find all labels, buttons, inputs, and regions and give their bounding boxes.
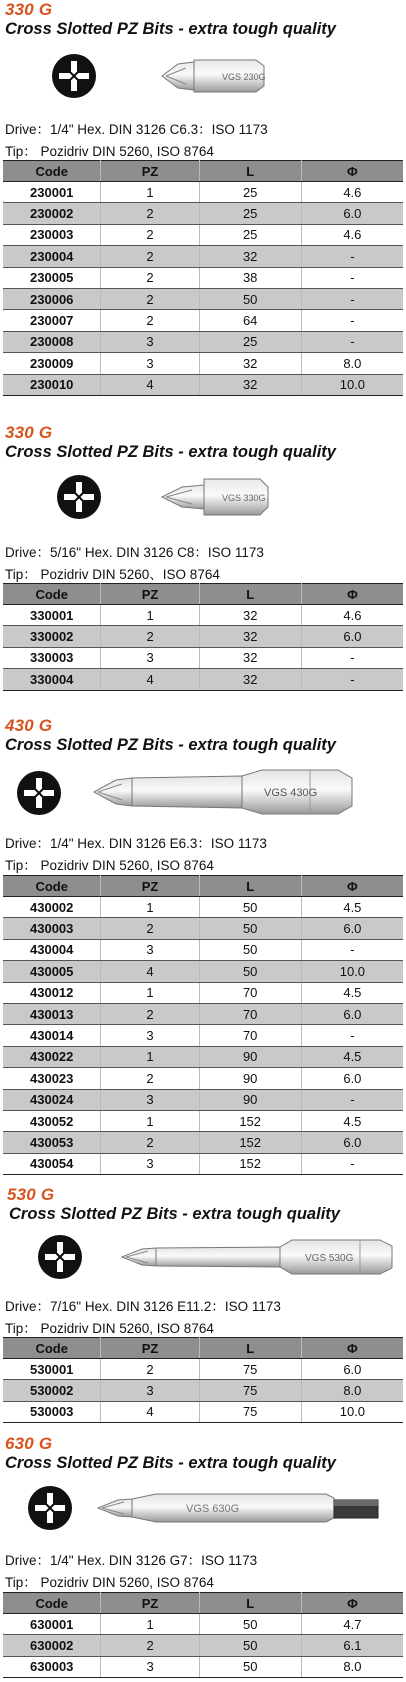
cell-length: 32	[199, 669, 301, 690]
cell-diameter: 6.0	[301, 1003, 403, 1024]
cell-pz: 2	[101, 310, 199, 331]
header-code: Code	[3, 1593, 101, 1614]
cell-length: 50	[199, 961, 301, 982]
cell-length: 32	[199, 353, 301, 374]
cell-code: 230006	[3, 288, 101, 309]
table-row	[3, 918, 403, 939]
cell-length: 32	[199, 626, 301, 647]
screwdriver-bit-illustration	[92, 766, 364, 818]
header-diameter: Φ	[301, 161, 403, 182]
cell-length: 75	[199, 1380, 301, 1401]
table-header-row	[3, 1338, 403, 1359]
cell-length: 64	[199, 310, 301, 331]
cell-diameter: 4.5	[301, 1046, 403, 1067]
header-pz: PZ	[101, 1338, 199, 1359]
tip-spec: Tip： Pozidriv DIN 5260, ISO 8764	[5, 1575, 214, 1590]
table-row	[3, 1153, 403, 1174]
series-label: 330 G	[5, 423, 53, 442]
cell-diameter: -	[301, 647, 403, 668]
section-title: Cross Slotted PZ Bits - extra tough quality	[5, 736, 336, 754]
cell-code: 430053	[3, 1132, 101, 1153]
cell-pz: 1	[101, 1110, 199, 1131]
cell-code: 330003	[3, 647, 101, 668]
cell-diameter: -	[301, 310, 403, 331]
drive-spec: Drive：5/16" Hex. DIN 3126 C8：ISO 1173	[5, 545, 264, 560]
cell-code: 430052	[3, 1110, 101, 1131]
cell-diameter: -	[301, 1153, 403, 1174]
cell-diameter: -	[301, 331, 403, 352]
cell-diameter: -	[301, 939, 403, 960]
cell-code: 230003	[3, 224, 101, 245]
cell-diameter: 10.0	[301, 374, 403, 395]
cell-length: 32	[199, 647, 301, 668]
cell-diameter: 4.6	[301, 605, 403, 626]
drive-spec: Drive：1/4" Hex. DIN 3126 C6.3：ISO 1173	[5, 122, 268, 137]
cell-diameter: 4.7	[301, 1614, 403, 1635]
cell-diameter: 6.0	[301, 1068, 403, 1089]
table-row	[3, 1380, 403, 1401]
cell-pz: 2	[101, 1359, 199, 1380]
table-row	[3, 982, 403, 1003]
cell-code: 530002	[3, 1380, 101, 1401]
cell-code: 430022	[3, 1046, 101, 1067]
cell-diameter: 8.0	[301, 353, 403, 374]
table-row	[3, 626, 403, 647]
tip-spec: Tip： Pozidriv DIN 5260、ISO 8764	[5, 567, 220, 582]
cell-pz: 2	[101, 224, 199, 245]
cell-code: 330001	[3, 605, 101, 626]
cell-length: 50	[199, 918, 301, 939]
table-row	[3, 353, 403, 374]
cell-length: 75	[199, 1401, 301, 1422]
table-row	[3, 897, 403, 918]
cell-code: 230004	[3, 246, 101, 267]
bit-marking: VGS 230G	[222, 72, 266, 82]
cell-code: 230010	[3, 374, 101, 395]
cell-diameter: 4.6	[301, 224, 403, 245]
cell-code: 430014	[3, 1025, 101, 1046]
cell-diameter: -	[301, 1089, 403, 1110]
cell-diameter: 6.1	[301, 1635, 403, 1656]
cell-pz: 4	[101, 374, 199, 395]
cell-pz: 3	[101, 353, 199, 374]
cell-diameter: 10.0	[301, 1401, 403, 1422]
series-label: 430 G	[5, 716, 53, 735]
table-row	[3, 605, 403, 626]
header-length: L	[199, 876, 301, 897]
section-title: Cross Slotted PZ Bits - extra tough quality	[5, 443, 336, 461]
cell-diameter: 6.0	[301, 1132, 403, 1153]
cell-pz: 1	[101, 1046, 199, 1067]
cell-length: 70	[199, 1003, 301, 1024]
table-row	[3, 1401, 403, 1422]
cell-code: 430003	[3, 918, 101, 939]
drive-spec: Drive：7/16" Hex. DIN 3126 E11.2：ISO 1173	[5, 1299, 281, 1314]
cell-code: 430005	[3, 961, 101, 982]
table-row	[3, 224, 403, 245]
table-row	[3, 310, 403, 331]
cell-length: 25	[199, 182, 301, 203]
cell-pz: 2	[101, 1003, 199, 1024]
cell-diameter: -	[301, 669, 403, 690]
product-table	[3, 583, 403, 691]
screwdriver-bit-illustration	[120, 1236, 406, 1278]
cell-code: 230002	[3, 203, 101, 224]
cell-pz: 1	[101, 605, 199, 626]
tip-spec: Tip： Pozidriv DIN 5260, ISO 8764	[5, 144, 214, 159]
table-row	[3, 1046, 403, 1067]
bit-marking: VGS 430G	[264, 787, 318, 799]
table-row	[3, 1089, 403, 1110]
table-row	[3, 182, 403, 203]
table-row	[3, 1614, 403, 1635]
cell-length: 50	[199, 1614, 301, 1635]
cell-pz: 2	[101, 1635, 199, 1656]
table-row	[3, 374, 403, 395]
cell-pz: 4	[101, 669, 199, 690]
cell-diameter: 8.0	[301, 1380, 403, 1401]
product-table	[3, 1592, 403, 1678]
table-row	[3, 1359, 403, 1380]
cell-code: 330002	[3, 626, 101, 647]
cell-diameter: 4.5	[301, 982, 403, 1003]
cell-pz: 2	[101, 626, 199, 647]
cell-diameter: 6.0	[301, 626, 403, 647]
cell-length: 25	[199, 331, 301, 352]
cell-code: 530001	[3, 1359, 101, 1380]
screwdriver-bit-illustration	[160, 56, 270, 96]
cell-code: 630002	[3, 1635, 101, 1656]
section-title: Cross Slotted PZ Bits - extra tough quality	[5, 20, 336, 38]
header-length: L	[199, 1593, 301, 1614]
cell-length: 75	[199, 1359, 301, 1380]
cell-length: 50	[199, 1656, 301, 1677]
cell-length: 38	[199, 267, 301, 288]
cell-pz: 1	[101, 182, 199, 203]
table-row	[3, 647, 403, 668]
table-row	[3, 267, 403, 288]
cell-code: 430002	[3, 897, 101, 918]
table-row	[3, 1003, 403, 1024]
header-code: Code	[3, 584, 101, 605]
cell-diameter: 4.5	[301, 897, 403, 918]
header-code: Code	[3, 161, 101, 182]
product-table	[3, 1337, 403, 1423]
cell-pz: 2	[101, 203, 199, 224]
header-pz: PZ	[101, 876, 199, 897]
cell-pz: 3	[101, 1025, 199, 1046]
cell-code: 630001	[3, 1614, 101, 1635]
table-header-row	[3, 876, 403, 897]
header-diameter: Φ	[301, 876, 403, 897]
cell-code: 430054	[3, 1153, 101, 1174]
header-code: Code	[3, 1338, 101, 1359]
cell-pz: 2	[101, 1068, 199, 1089]
cell-code: 230007	[3, 310, 101, 331]
cell-length: 32	[199, 605, 301, 626]
cell-diameter: 10.0	[301, 961, 403, 982]
table-row	[3, 1025, 403, 1046]
header-length: L	[199, 1338, 301, 1359]
screwdriver-bit-illustration	[96, 1488, 386, 1528]
cell-pz: 3	[101, 1089, 199, 1110]
header-pz: PZ	[101, 1593, 199, 1614]
cell-length: 32	[199, 246, 301, 267]
header-pz: PZ	[101, 584, 199, 605]
cell-pz: 3	[101, 1380, 199, 1401]
cell-pz: 1	[101, 982, 199, 1003]
cell-code: 630003	[3, 1656, 101, 1677]
bit-marking: VGS 330G	[222, 493, 266, 503]
series-label: 330 G	[5, 0, 53, 19]
cell-diameter: 6.0	[301, 203, 403, 224]
cell-code: 430012	[3, 982, 101, 1003]
cell-code: 430004	[3, 939, 101, 960]
header-pz: PZ	[101, 161, 199, 182]
cell-pz: 2	[101, 918, 199, 939]
cell-code: 230009	[3, 353, 101, 374]
table-row	[3, 203, 403, 224]
header-diameter: Φ	[301, 1593, 403, 1614]
header-length: L	[199, 161, 301, 182]
table-row	[3, 1110, 403, 1131]
drive-spec: Drive：1/4" Hex. DIN 3126 E6.3：ISO 1173	[5, 836, 267, 851]
table-row	[3, 1635, 403, 1656]
bit-marking: VGS 630G	[186, 1503, 240, 1515]
cell-code: 230008	[3, 331, 101, 352]
product-table	[3, 160, 403, 396]
cell-pz: 1	[101, 1614, 199, 1635]
table-row	[3, 1656, 403, 1677]
cell-pz: 4	[101, 961, 199, 982]
table-row	[3, 961, 403, 982]
cell-pz: 4	[101, 1401, 199, 1422]
tip-spec: Tip： Pozidriv DIN 5260, ISO 8764	[5, 858, 214, 873]
cell-diameter: 6.0	[301, 918, 403, 939]
cell-pz: 3	[101, 331, 199, 352]
cell-code: 430024	[3, 1089, 101, 1110]
cell-code: 530003	[3, 1401, 101, 1422]
cell-code: 430023	[3, 1068, 101, 1089]
pozidriv-symbol-icon	[17, 771, 61, 815]
cell-length: 50	[199, 939, 301, 960]
table-row	[3, 669, 403, 690]
drive-spec: Drive：1/4" Hex. DIN 3126 G7：ISO 1173	[5, 1553, 258, 1568]
cell-diameter: 6.0	[301, 1359, 403, 1380]
cell-length: 152	[199, 1110, 301, 1131]
cell-diameter: 8.0	[301, 1656, 403, 1677]
table-header-row	[3, 584, 403, 605]
cell-pz: 2	[101, 288, 199, 309]
table-row	[3, 246, 403, 267]
cell-pz: 2	[101, 1132, 199, 1153]
cell-diameter: 4.5	[301, 1110, 403, 1131]
cell-diameter: 4.6	[301, 182, 403, 203]
header-diameter: Φ	[301, 584, 403, 605]
cell-length: 50	[199, 1635, 301, 1656]
cell-pz: 3	[101, 1656, 199, 1677]
cell-length: 25	[199, 203, 301, 224]
cell-length: 152	[199, 1132, 301, 1153]
table-row	[3, 1068, 403, 1089]
cell-pz: 1	[101, 897, 199, 918]
cell-length: 90	[199, 1089, 301, 1110]
section-title: Cross Slotted PZ Bits - extra tough quality	[5, 1454, 336, 1472]
pozidriv-symbol-icon	[28, 1486, 72, 1530]
cell-diameter: -	[301, 267, 403, 288]
table-row	[3, 939, 403, 960]
cell-length: 90	[199, 1068, 301, 1089]
series-label: 630 G	[5, 1434, 53, 1453]
product-table	[3, 875, 403, 1175]
screwdriver-bit-illustration	[160, 475, 272, 519]
table-header-row	[3, 161, 403, 182]
cell-pz: 3	[101, 939, 199, 960]
pozidriv-symbol-icon	[52, 54, 96, 98]
cell-code: 430013	[3, 1003, 101, 1024]
cell-length: 25	[199, 224, 301, 245]
cell-diameter: -	[301, 246, 403, 267]
cell-pz: 2	[101, 267, 199, 288]
cell-length: 90	[199, 1046, 301, 1067]
cell-length: 70	[199, 1025, 301, 1046]
pozidriv-symbol-icon	[57, 475, 101, 519]
cell-code: 230001	[3, 182, 101, 203]
header-code: Code	[3, 876, 101, 897]
cell-length: 70	[199, 982, 301, 1003]
cell-pz: 2	[101, 246, 199, 267]
cell-pz: 3	[101, 647, 199, 668]
table-row	[3, 331, 403, 352]
tip-spec: Tip： Pozidriv DIN 5260, ISO 8764	[5, 1321, 214, 1336]
section-title: Cross Slotted PZ Bits - extra tough quality	[9, 1205, 340, 1223]
cell-code: 330004	[3, 669, 101, 690]
cell-length: 50	[199, 897, 301, 918]
cell-length: 32	[199, 374, 301, 395]
table-row	[3, 288, 403, 309]
cell-diameter: -	[301, 288, 403, 309]
bit-marking: VGS 530G	[305, 1253, 354, 1264]
cell-pz: 3	[101, 1153, 199, 1174]
header-length: L	[199, 584, 301, 605]
header-diameter: Φ	[301, 1338, 403, 1359]
cell-diameter: -	[301, 1025, 403, 1046]
pozidriv-symbol-icon	[38, 1235, 82, 1279]
cell-length: 50	[199, 288, 301, 309]
cell-code: 230005	[3, 267, 101, 288]
table-row	[3, 1132, 403, 1153]
series-label: 530 G	[7, 1185, 55, 1204]
cell-length: 152	[199, 1153, 301, 1174]
table-header-row	[3, 1593, 403, 1614]
